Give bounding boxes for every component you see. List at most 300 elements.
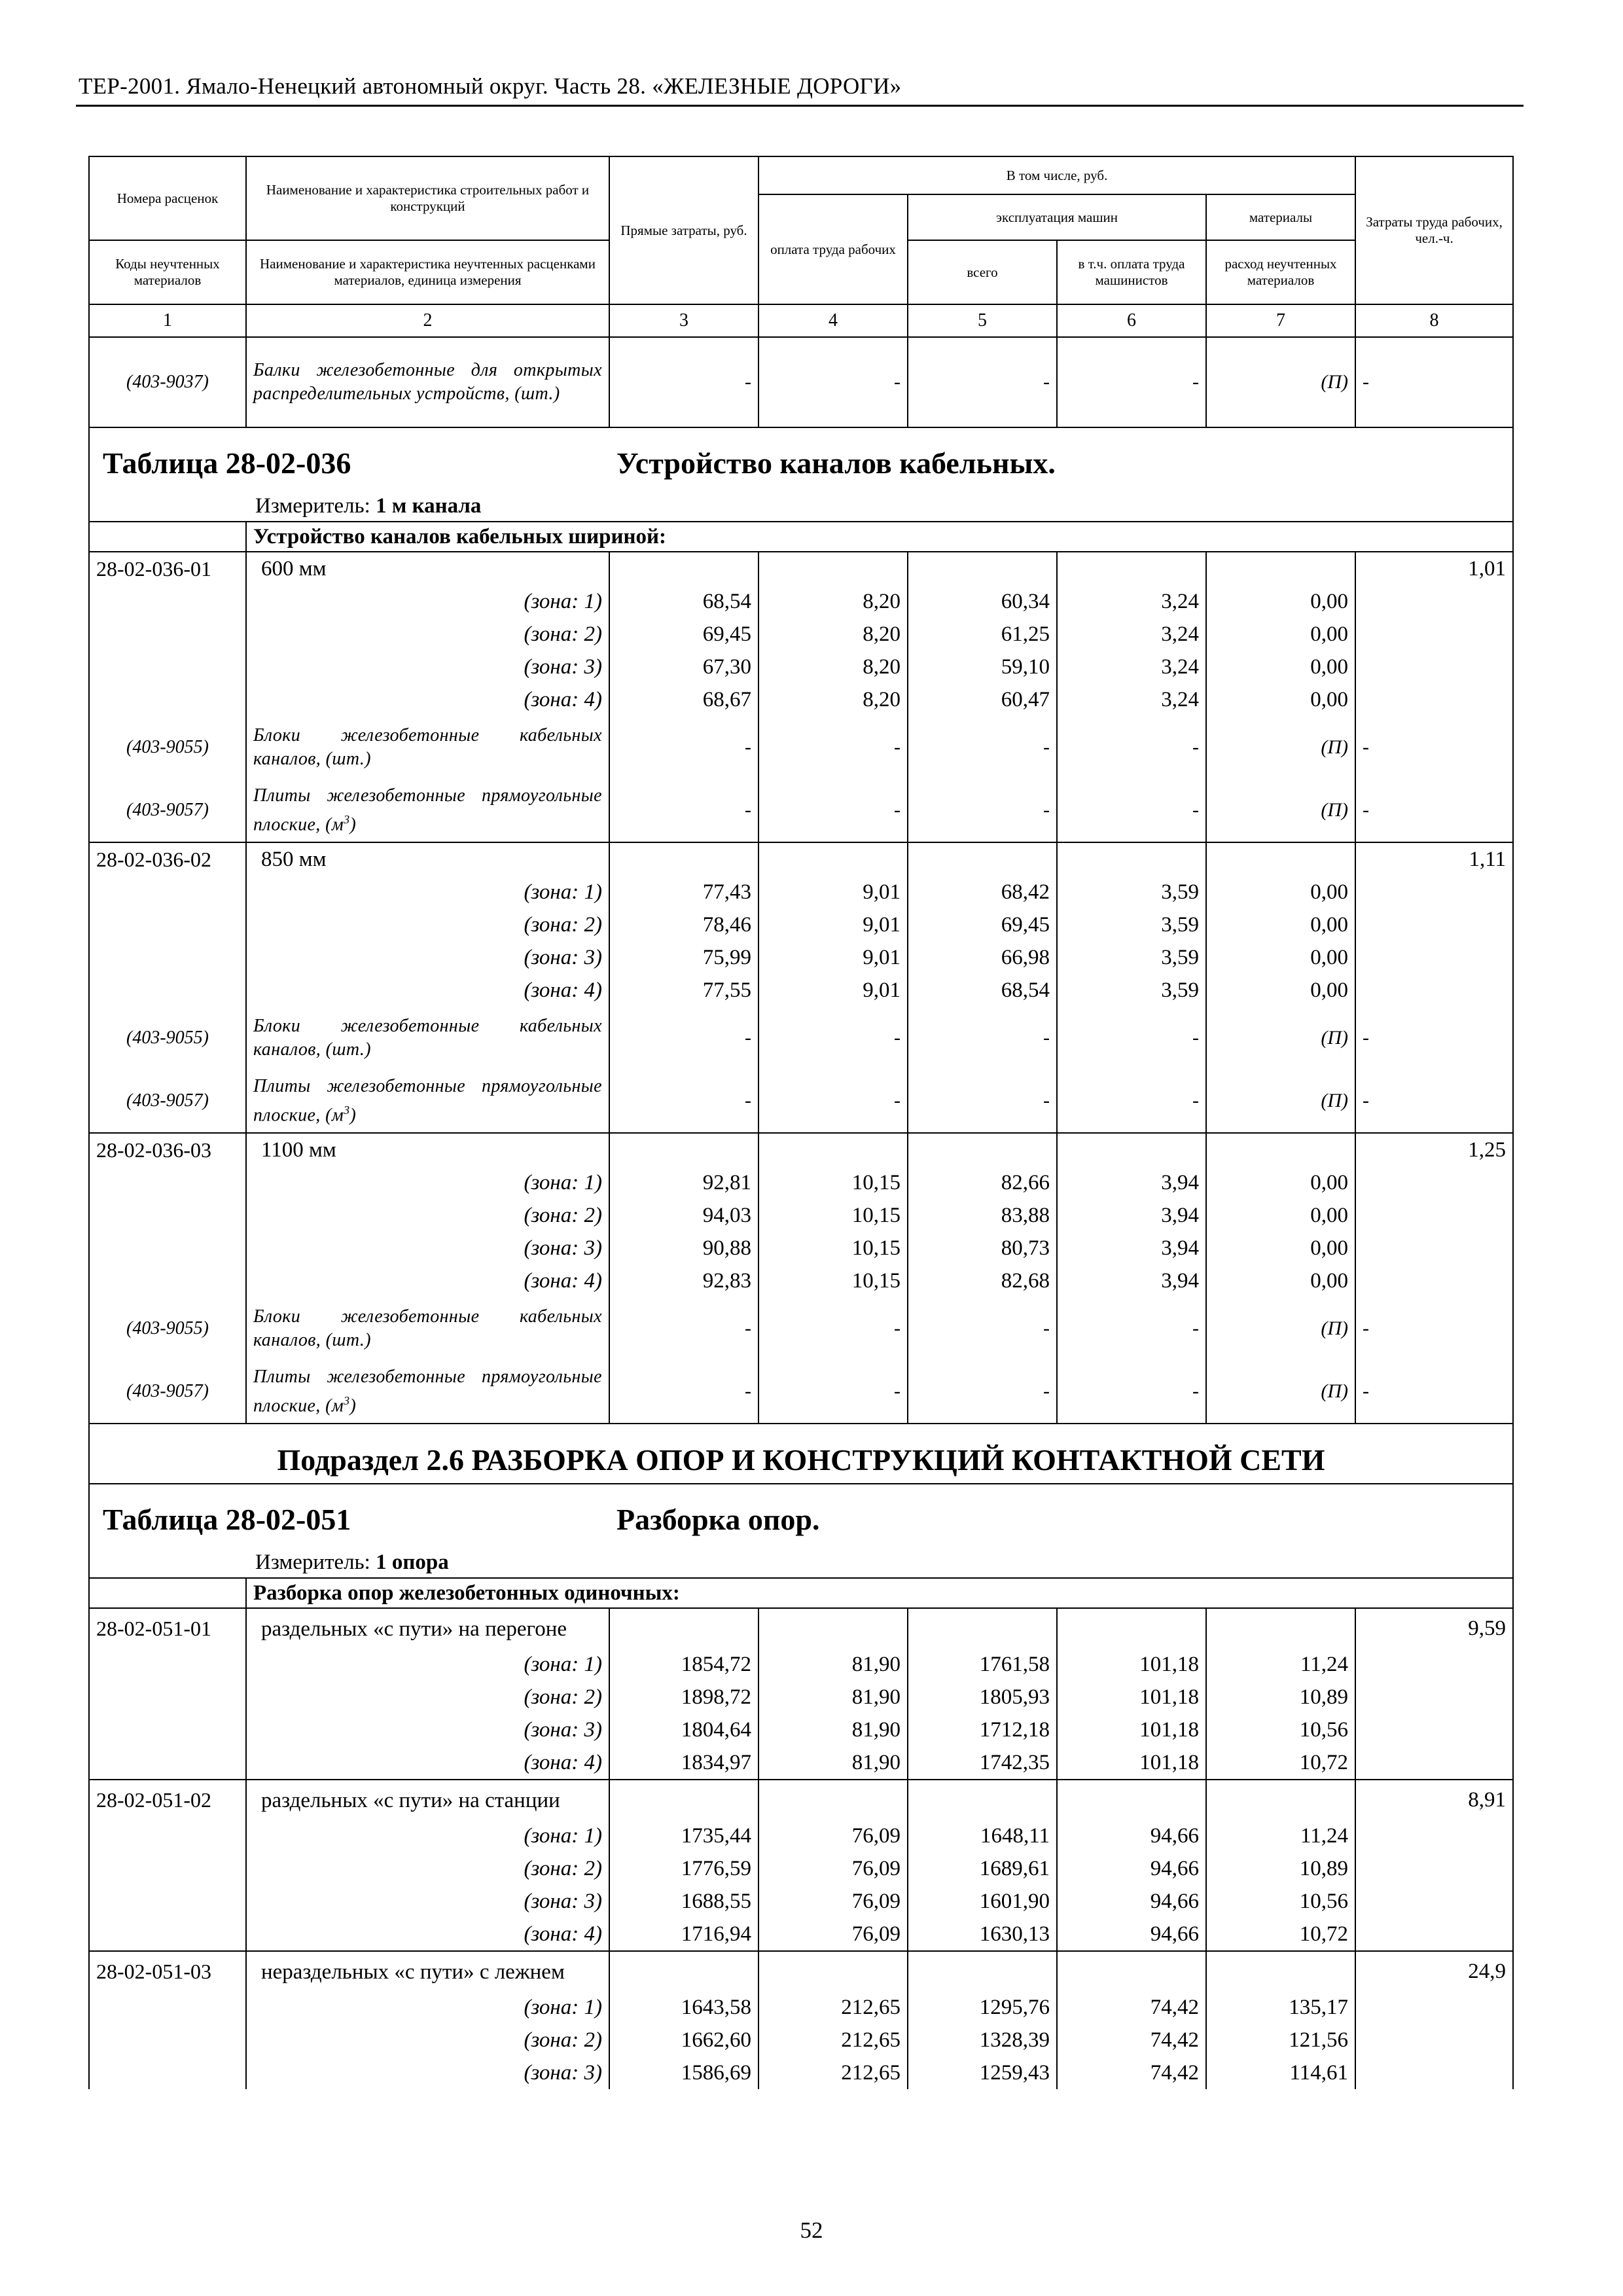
table-title-cell [89,427,1513,491]
rate-name: раздельных «с пути» на станции [246,1780,609,1820]
empty-cell [1355,1820,1513,1852]
header-machines-total: всего [908,240,1057,304]
price-value: 9,01 [758,974,908,1007]
zone-label: (зона: 1) [246,876,609,908]
empty-cell [89,1820,246,1852]
price-value: 74,42 [1057,2056,1206,2089]
zone-label: (зона: 3) [246,1885,609,1918]
price-value: 1688,55 [609,1885,758,1918]
empty-cell [89,1199,246,1232]
material-value: (П) [1206,337,1355,427]
price-value: 121,56 [1206,2024,1355,2056]
material-value: - [1057,1360,1206,1424]
rate-row [89,1951,1513,1991]
material-value: - [758,716,908,779]
zone-row [89,908,1513,941]
material-name-suffix: ) [349,814,357,835]
price-value: 94,66 [1057,1885,1206,1918]
group-header-row [89,522,1513,552]
price-value: 76,09 [758,1820,908,1852]
zone-label: (зона: 3) [246,941,609,974]
zone-row [89,876,1513,908]
price-value: 10,15 [758,1232,908,1265]
zone-row [89,585,1513,618]
meter-cell [89,491,1513,522]
material-value: - [609,1069,758,1133]
price-value: 1648,11 [908,1820,1057,1852]
price-value: 10,15 [758,1265,908,1297]
empty-cell [1355,974,1513,1007]
empty-cell [609,842,758,876]
header-material-name: Наименование и характеристика неучтенных расценками материалов, единица измерения [246,240,609,304]
material-value: - [609,1297,758,1360]
empty-cell [89,618,246,651]
empty-cell [1355,908,1513,941]
empty-cell [89,876,246,908]
empty-cell [609,1780,758,1820]
zone-row [89,1852,1513,1885]
rate-row [89,552,1513,585]
empty-cell [1355,1713,1513,1746]
price-value: 9,01 [758,876,908,908]
rate-code: 28-02-036-03 [89,1133,246,1166]
material-value: - [758,1069,908,1133]
header-including: В том числе, руб. [758,156,1355,194]
empty-cell [1057,1951,1206,1991]
header-rule [76,105,1524,107]
empty-cell [609,1608,758,1648]
group-title: Разборка опор железобетонных одиночных: [246,1578,1513,1608]
price-value: 74,42 [1057,2024,1206,2056]
meter-value: 1 м канала [376,494,482,518]
price-value: 74,42 [1057,1991,1206,2024]
rate-name: 1100 мм [246,1133,609,1166]
column-number: 5 [908,304,1057,337]
material-name: Блоки железобетонные кабельных каналов, (шт.) [246,1007,609,1069]
empty-cell [89,1991,246,2024]
price-value: 10,89 [1206,1852,1355,1885]
price-value: 78,46 [609,908,758,941]
zone-row [89,651,1513,683]
empty-cell [1355,1199,1513,1232]
empty-cell [1355,651,1513,683]
material-value: - [1355,337,1513,427]
price-value: 1735,44 [609,1820,758,1852]
zone-label: (зона: 1) [246,585,609,618]
column-numbers-row [89,304,1513,337]
price-value: 10,15 [758,1199,908,1232]
material-value: - [758,779,908,842]
labor-value: 1,11 [1355,842,1513,876]
price-value: 3,24 [1057,618,1206,651]
empty-cell [89,941,246,974]
material-value: - [1355,1360,1513,1424]
price-value: 212,65 [758,2056,908,2089]
empty-cell [89,1918,246,1951]
material-name-text: Плиты железобетонные прямоугольные плоские, (м [253,785,602,835]
material-row [89,779,1513,842]
zone-label: (зона: 3) [246,1713,609,1746]
material-value: (П) [1206,1297,1355,1360]
material-value: (П) [1206,716,1355,779]
price-value: 59,10 [908,651,1057,683]
empty-cell [1355,1265,1513,1297]
material-value: - [1057,779,1206,842]
price-value: 114,61 [1206,2056,1355,2089]
empty-cell [1355,1885,1513,1918]
price-value: 3,24 [1057,585,1206,618]
price-value: 94,03 [609,1199,758,1232]
price-value: 3,59 [1057,974,1206,1007]
empty-cell [89,1852,246,1885]
rate-name: 850 мм [246,842,609,876]
rate-row [89,1780,1513,1820]
empty-cell [1206,842,1355,876]
price-value: 10,72 [1206,1918,1355,1951]
price-value: 8,20 [758,683,908,716]
empty-cell [89,1166,246,1199]
price-value: 1643,58 [609,1991,758,2024]
empty-cell [1206,552,1355,585]
header-material-codes: Коды неучтенных материалов [89,240,246,304]
empty-cell [758,552,908,585]
price-value: 0,00 [1206,618,1355,651]
zone-label: (зона: 1) [246,1648,609,1681]
empty-cell [89,1681,246,1713]
empty-cell [758,1951,908,1991]
subsection-title: Подраздел 2.6 РАЗБОРКА ОПОР И КОНСТРУКЦИЙ КОНТАКТНОЙ СЕТИ [89,1424,1513,1484]
empty-cell [1355,1918,1513,1951]
zone-label: (зона: 4) [246,683,609,716]
column-number: 3 [609,304,758,337]
subsection-row [89,1424,1513,1484]
labor-value: 1,25 [1355,1133,1513,1166]
column-number: 8 [1355,304,1513,337]
column-number: 1 [89,304,246,337]
material-value: - [908,1297,1057,1360]
price-value: 0,00 [1206,1199,1355,1232]
price-value: 0,00 [1206,1265,1355,1297]
price-value: 67,30 [609,651,758,683]
price-value: 60,47 [908,683,1057,716]
price-value: 90,88 [609,1232,758,1265]
material-value: - [1057,1069,1206,1133]
labor-value: 8,91 [1355,1780,1513,1820]
price-value: 8,20 [758,585,908,618]
empty-cell [758,1780,908,1820]
material-name [246,1360,609,1424]
header-wages: оплата труда рабочих [758,194,908,304]
empty-cell [609,1133,758,1166]
price-value: 1259,43 [908,2056,1057,2089]
empty-cell [609,1951,758,1991]
material-value: - [1057,337,1206,427]
material-value: - [609,779,758,842]
material-value: - [609,337,758,427]
table-label: Таблица 28-02-036 [103,446,351,480]
rate-row [89,1608,1513,1648]
empty-cell [89,1746,246,1780]
price-value: 135,17 [1206,1991,1355,2024]
zone-label: (зона: 1) [246,1820,609,1852]
empty-cell [609,552,758,585]
zone-label: (зона: 2) [246,1681,609,1713]
table-title-row [89,427,1513,491]
material-row [89,337,1513,427]
zone-row [89,1991,1513,2024]
empty-cell [908,1780,1057,1820]
unit-superscript: 3 [344,1393,350,1407]
price-value: 10,56 [1206,1713,1355,1746]
price-value: 11,24 [1206,1820,1355,1852]
material-value: - [1057,1007,1206,1069]
material-code: (403-9055) [89,1007,246,1069]
price-value: 68,42 [908,876,1057,908]
price-value: 1761,58 [908,1648,1057,1681]
price-value: 1854,72 [609,1648,758,1681]
price-value: 94,66 [1057,1852,1206,1885]
material-value: - [758,1007,908,1069]
page-number: 52 [800,2217,823,2243]
material-name [246,779,609,842]
zone-label: (зона: 1) [246,1166,609,1199]
material-value: (П) [1206,779,1355,842]
price-value: 3,94 [1057,1232,1206,1265]
price-value: 68,54 [908,974,1057,1007]
price-value: 80,73 [908,1232,1057,1265]
zone-row [89,1265,1513,1297]
price-value: 101,18 [1057,1713,1206,1746]
running-header: ТЕР-2001. Ямало-Ненецкий автономный округ. Часть 28. «ЖЕЛЕЗНЫЕ ДОРОГИ» [79,73,902,99]
price-value: 1689,61 [908,1852,1057,1885]
zone-label: (зона: 4) [246,1746,609,1780]
price-value: 0,00 [1206,1232,1355,1265]
rate-code: 28-02-036-01 [89,552,246,585]
empty-cell [89,1885,246,1918]
rate-code: 28-02-051-03 [89,1951,246,1991]
price-value: 68,54 [609,585,758,618]
empty-cell [1355,1232,1513,1265]
rate-row [89,842,1513,876]
price-value: 82,68 [908,1265,1057,1297]
zone-row [89,1648,1513,1681]
zone-row [89,1681,1513,1713]
price-value: 66,98 [908,941,1057,974]
empty-cell [1355,1746,1513,1780]
empty-cell [1355,618,1513,651]
price-value: 212,65 [758,1991,908,2024]
zone-row [89,618,1513,651]
header-materials: материалы [1206,194,1355,240]
price-value: 0,00 [1206,651,1355,683]
empty-cell [89,1232,246,1265]
empty-cell [1206,1780,1355,1820]
material-row [89,1007,1513,1069]
empty-cell [1355,1648,1513,1681]
group-title: Устройство каналов кабельных шириной: [246,522,1513,552]
price-value: 0,00 [1206,683,1355,716]
empty-cell [1057,842,1206,876]
zone-label: (зона: 3) [246,651,609,683]
price-value: 3,24 [1057,683,1206,716]
price-value: 8,20 [758,651,908,683]
zone-row [89,1820,1513,1852]
header-machines: эксплуатация машин [908,194,1206,240]
material-name-suffix: ) [349,1105,357,1126]
price-value: 76,09 [758,1918,908,1951]
price-value: 81,90 [758,1681,908,1713]
price-value: 60,34 [908,585,1057,618]
price-value: 81,90 [758,1746,908,1780]
empty-cell [1355,1681,1513,1713]
material-value: - [908,1360,1057,1424]
empty-cell [1206,1133,1355,1166]
material-value: - [1355,779,1513,842]
price-value: 0,00 [1206,941,1355,974]
price-value: 10,56 [1206,1885,1355,1918]
price-value: 101,18 [1057,1746,1206,1780]
material-code: (403-9057) [89,1069,246,1133]
material-name: Балки железобетонные для открытых распределительных устройств, (шт.) [246,337,609,427]
meter-cell [89,1547,1513,1578]
price-value: 81,90 [758,1713,908,1746]
price-value: 3,94 [1057,1166,1206,1199]
material-value: - [1355,1297,1513,1360]
column-number: 7 [1206,304,1355,337]
empty-cell [908,1608,1057,1648]
zone-label: (зона: 3) [246,1232,609,1265]
price-value: 1898,72 [609,1681,758,1713]
zone-label: (зона: 4) [246,1918,609,1951]
empty-cell [89,1713,246,1746]
rate-name: раздельных «с пути» на перегоне [246,1608,609,1648]
empty-cell [89,2024,246,2056]
material-row [89,716,1513,779]
material-name-suffix: ) [349,1395,357,1416]
price-value: 3,94 [1057,1265,1206,1297]
header-rate-numbers: Номера расценок [89,156,246,240]
empty-cell [1057,1780,1206,1820]
zone-label: (зона: 2) [246,2024,609,2056]
price-value: 77,55 [609,974,758,1007]
unit-superscript: 3 [344,812,350,826]
price-value: 94,66 [1057,1918,1206,1951]
empty-cell [758,842,908,876]
header-machinists-wages: в т.ч. оплата труда машинистов [1057,240,1206,304]
empty-cell [1355,1852,1513,1885]
material-value: - [908,779,1057,842]
header-work-name: Наименование и характеристика строительных работ и конструкций [246,156,609,240]
price-value: 1776,59 [609,1852,758,1885]
empty-cell [1355,876,1513,908]
table-label: Таблица 28-02-051 [103,1502,351,1536]
table-title: Устройство каналов кабельных. [616,446,1056,480]
group-spacer [89,1578,246,1608]
material-row [89,1297,1513,1360]
column-number: 4 [758,304,908,337]
price-value: 92,83 [609,1265,758,1297]
material-name: Блоки железобетонные кабельных каналов, (шт.) [246,1297,609,1360]
table-title: Разборка опор. [616,1502,820,1536]
material-code: (403-9037) [89,337,246,427]
zone-label: (зона: 2) [246,1852,609,1885]
empty-cell [1206,1951,1355,1991]
empty-cell [89,683,246,716]
zone-label: (зона: 4) [246,974,609,1007]
price-value: 101,18 [1057,1648,1206,1681]
zone-row [89,1746,1513,1780]
rate-name: 600 мм [246,552,609,585]
meter-row [89,1547,1513,1578]
empty-cell [1057,1133,1206,1166]
price-value: 3,59 [1057,941,1206,974]
meter-row [89,491,1513,522]
labor-value: 1,01 [1355,552,1513,585]
zone-label: (зона: 2) [246,1199,609,1232]
material-row [89,1069,1513,1133]
labor-value: 9,59 [1355,1608,1513,1648]
material-value: (П) [1206,1069,1355,1133]
zone-row [89,2024,1513,2056]
zone-row [89,2056,1513,2089]
price-value: 92,81 [609,1166,758,1199]
rate-code: 28-02-051-02 [89,1780,246,1820]
empty-cell [1355,585,1513,618]
header-direct-costs: Прямые затраты, руб. [609,156,758,304]
material-value: - [908,337,1057,427]
empty-cell [908,1951,1057,1991]
material-value: - [1057,716,1206,779]
zone-row [89,974,1513,1007]
table-title-cell [89,1484,1513,1547]
zone-label: (зона: 1) [246,1991,609,2024]
price-value: 1805,93 [908,1681,1057,1713]
price-value: 212,65 [758,2024,908,2056]
labor-value: 24,9 [1355,1951,1513,1991]
material-value: - [1057,1297,1206,1360]
empty-cell [908,1133,1057,1166]
price-value: 1295,76 [908,1991,1057,2024]
material-value: - [1355,1007,1513,1069]
empty-cell [89,2056,246,2089]
material-code: (403-9055) [89,1297,246,1360]
header-material-consumption: расход неучтенных материалов [1206,240,1355,304]
price-value: 1712,18 [908,1713,1057,1746]
price-value: 0,00 [1206,876,1355,908]
material-value: - [758,1360,908,1424]
material-value: - [758,337,908,427]
rate-code: 28-02-051-01 [89,1608,246,1648]
price-value: 10,72 [1206,1746,1355,1780]
price-value: 83,88 [908,1199,1057,1232]
price-value: 8,20 [758,618,908,651]
price-value: 10,15 [758,1166,908,1199]
price-value: 10,89 [1206,1681,1355,1713]
zone-row [89,941,1513,974]
price-value: 3,94 [1057,1199,1206,1232]
column-number: 2 [246,304,609,337]
material-code: (403-9057) [89,1360,246,1424]
empty-cell [1355,683,1513,716]
price-value: 0,00 [1206,585,1355,618]
material-value: - [609,716,758,779]
price-value: 1716,94 [609,1918,758,1951]
price-value: 69,45 [908,908,1057,941]
zone-label: (зона: 2) [246,908,609,941]
group-header-row [89,1578,1513,1608]
empty-cell [1355,2056,1513,2089]
price-value: 68,67 [609,683,758,716]
